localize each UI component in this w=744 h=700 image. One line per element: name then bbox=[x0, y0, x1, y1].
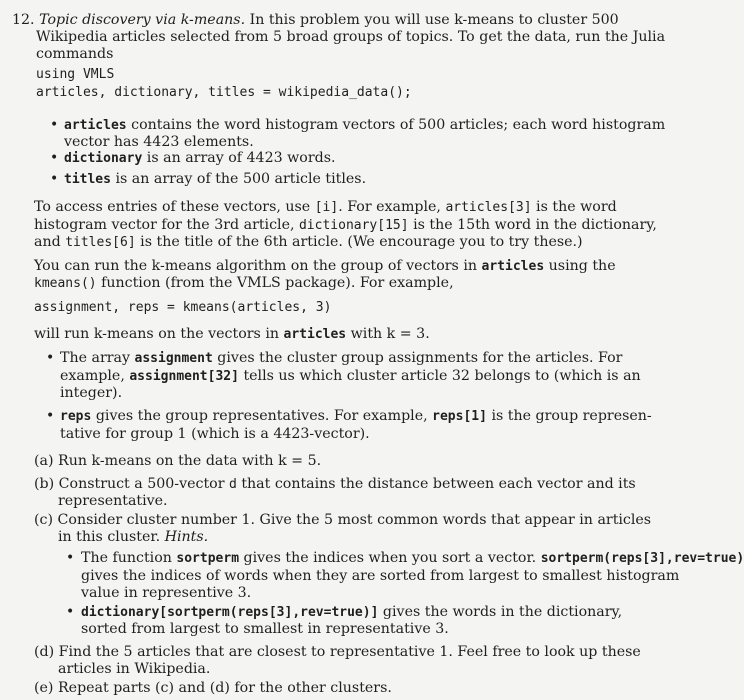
part-b-l2: representative. bbox=[58, 493, 168, 509]
bullet-articles bbox=[64, 117, 665, 134]
hint-1-l1 bbox=[81, 550, 744, 567]
code-dictionary: dictionary bbox=[64, 151, 143, 166]
intro-line-2: Wikipedia articles selected from 5 broad groups of topics. To get the data, run the Julia bbox=[36, 29, 666, 45]
hint-2-l2: sorted from largest to smallest in representative 3. bbox=[81, 621, 449, 637]
bullet-titles-text: is an array of the 500 article titles. bbox=[110, 171, 367, 187]
text: gives the words in the dictionary, bbox=[378, 604, 623, 620]
code-reps: reps bbox=[60, 409, 92, 424]
part-label: (b) bbox=[34, 476, 55, 492]
text: You can run the k-means algorithm on the group of vectors in bbox=[34, 258, 482, 274]
text: Construct a 500-vector bbox=[58, 476, 229, 492]
text: Consider cluster number 1. Give the 5 most common words that appear in articles bbox=[57, 512, 652, 528]
problem-title: Topic discovery via k-means. bbox=[39, 12, 246, 28]
text: is the title of the 6th article. (We encourage you to try these.) bbox=[135, 234, 583, 250]
intro-line-1: In this problem you will use k-means to cluster 500 bbox=[249, 12, 619, 28]
problem-number: 12. bbox=[12, 12, 35, 28]
para1-line1 bbox=[34, 199, 617, 216]
part-d-l1 bbox=[34, 644, 641, 661]
code-load-data: articles, dictionary, titles = wikipedia_data(); bbox=[36, 85, 412, 100]
text: function (from the VMLS package). For example, bbox=[96, 275, 454, 291]
text: is the 15th word in the dictionary, bbox=[408, 217, 657, 233]
part-label: (d) bbox=[34, 644, 55, 660]
para2-line1 bbox=[34, 258, 616, 275]
bullet-dot: • bbox=[46, 350, 55, 366]
text: To access entries of these vectors, use bbox=[34, 199, 315, 215]
code-kmeans: kmeans() bbox=[34, 276, 97, 291]
bullet-dot: • bbox=[66, 550, 75, 566]
text: that contains the distance between each vector and its bbox=[236, 476, 636, 492]
text: The array bbox=[60, 350, 135, 366]
code-titles-6: titles[6] bbox=[65, 235, 136, 250]
text: will run k-means on the vectors in bbox=[34, 326, 284, 342]
para3 bbox=[34, 326, 430, 343]
code-d: d bbox=[229, 477, 237, 492]
bullet-dot: • bbox=[50, 171, 59, 187]
text: using the bbox=[544, 258, 616, 274]
code-articles: articles bbox=[283, 327, 347, 342]
hint-1-l2: gives the indices of words when they are sorted from largest to smallest histogram bbox=[81, 568, 680, 584]
code-dictionary-15: dictionary[15] bbox=[298, 218, 409, 233]
para2-line2 bbox=[34, 275, 454, 292]
text: Find the 5 articles that are closest to representative 1. Feel free to look up these bbox=[58, 644, 641, 660]
code-reps-1: reps[1] bbox=[432, 409, 487, 424]
text: gives the indices when you sort a vector. bbox=[239, 550, 541, 566]
bullet-dot: • bbox=[50, 117, 59, 133]
code-sortperm-call: sortperm(reps[3],rev=true) bbox=[540, 551, 744, 566]
text: gives the cluster group assignments for the articles. For bbox=[212, 350, 623, 366]
bullet-assignment-l2 bbox=[60, 368, 641, 385]
part-c-l1 bbox=[34, 512, 651, 529]
intro-line-3: commands bbox=[36, 46, 114, 62]
code-titles: titles bbox=[64, 172, 111, 187]
part-a bbox=[34, 453, 321, 470]
part-b-l1 bbox=[34, 476, 636, 493]
text: tells us which cluster article 32 belongs to (which is an bbox=[238, 368, 641, 384]
part-text: Repeat parts (c) and (d) for the other clusters. bbox=[57, 680, 392, 696]
bullet-titles bbox=[64, 171, 366, 188]
bullet-dot: • bbox=[50, 150, 59, 166]
bullet-reps-l1 bbox=[60, 408, 652, 425]
bullet-dictionary bbox=[64, 150, 336, 167]
hints-label: Hints. bbox=[164, 529, 209, 545]
bullet-reps-l2: tative for group 1 (which is a 4423-vector). bbox=[60, 426, 370, 442]
bullet-dot: • bbox=[66, 604, 75, 620]
code-using-vmls: using VMLS bbox=[36, 67, 115, 82]
code-articles-3: articles[3] bbox=[445, 200, 532, 215]
text: is the group represen- bbox=[486, 408, 652, 424]
part-c-l2 bbox=[58, 529, 208, 546]
hint-2-l1 bbox=[81, 604, 622, 621]
code-dictionary-sortperm: dictionary[sortperm(reps[3],rev=true)] bbox=[81, 605, 379, 620]
bullet-assignment-l1 bbox=[60, 350, 622, 367]
bullet-dictionary-text: is an array of 4423 words. bbox=[142, 150, 336, 166]
bullet-assignment-l3: integer). bbox=[60, 385, 123, 401]
para1-line2 bbox=[34, 217, 657, 234]
text: is the word bbox=[531, 199, 617, 215]
para1-line3 bbox=[34, 234, 583, 251]
code-articles: articles bbox=[481, 259, 545, 274]
text: histogram vector for the 3rd article, bbox=[34, 217, 299, 233]
text: and bbox=[34, 234, 66, 250]
code-kmeans-call: assignment, reps = kmeans(articles, 3) bbox=[34, 300, 332, 315]
part-label: (a) bbox=[34, 453, 54, 469]
part-text: Run k-means on the data with k = 5. bbox=[58, 453, 322, 469]
part-d-l2: articles in Wikipedia. bbox=[58, 661, 211, 677]
code-index: [i] bbox=[314, 200, 339, 215]
text: example, bbox=[60, 368, 130, 384]
text: The function bbox=[81, 550, 177, 566]
part-label: (c) bbox=[34, 512, 54, 528]
text: with k = 3. bbox=[346, 326, 430, 342]
text: in this cluster. bbox=[58, 529, 165, 545]
bullet-dot: • bbox=[46, 408, 55, 424]
bullet-articles-cont: vector has 4423 elements. bbox=[64, 134, 254, 150]
code-sortperm: sortperm bbox=[176, 551, 240, 566]
part-e bbox=[34, 680, 392, 697]
part-label: (e) bbox=[34, 680, 54, 696]
hint-1-l3: value in representive 3. bbox=[81, 585, 252, 601]
code-assignment: assignment bbox=[134, 351, 213, 366]
problem-header bbox=[12, 12, 619, 29]
code-articles: articles bbox=[64, 118, 127, 133]
text: gives the group representatives. For example, bbox=[91, 408, 433, 424]
text: . For example, bbox=[338, 199, 446, 215]
code-assignment-32: assignment[32] bbox=[129, 369, 239, 384]
bullet-articles-text: contains the word histogram vectors of 500 articles; each word histogram bbox=[126, 117, 666, 133]
